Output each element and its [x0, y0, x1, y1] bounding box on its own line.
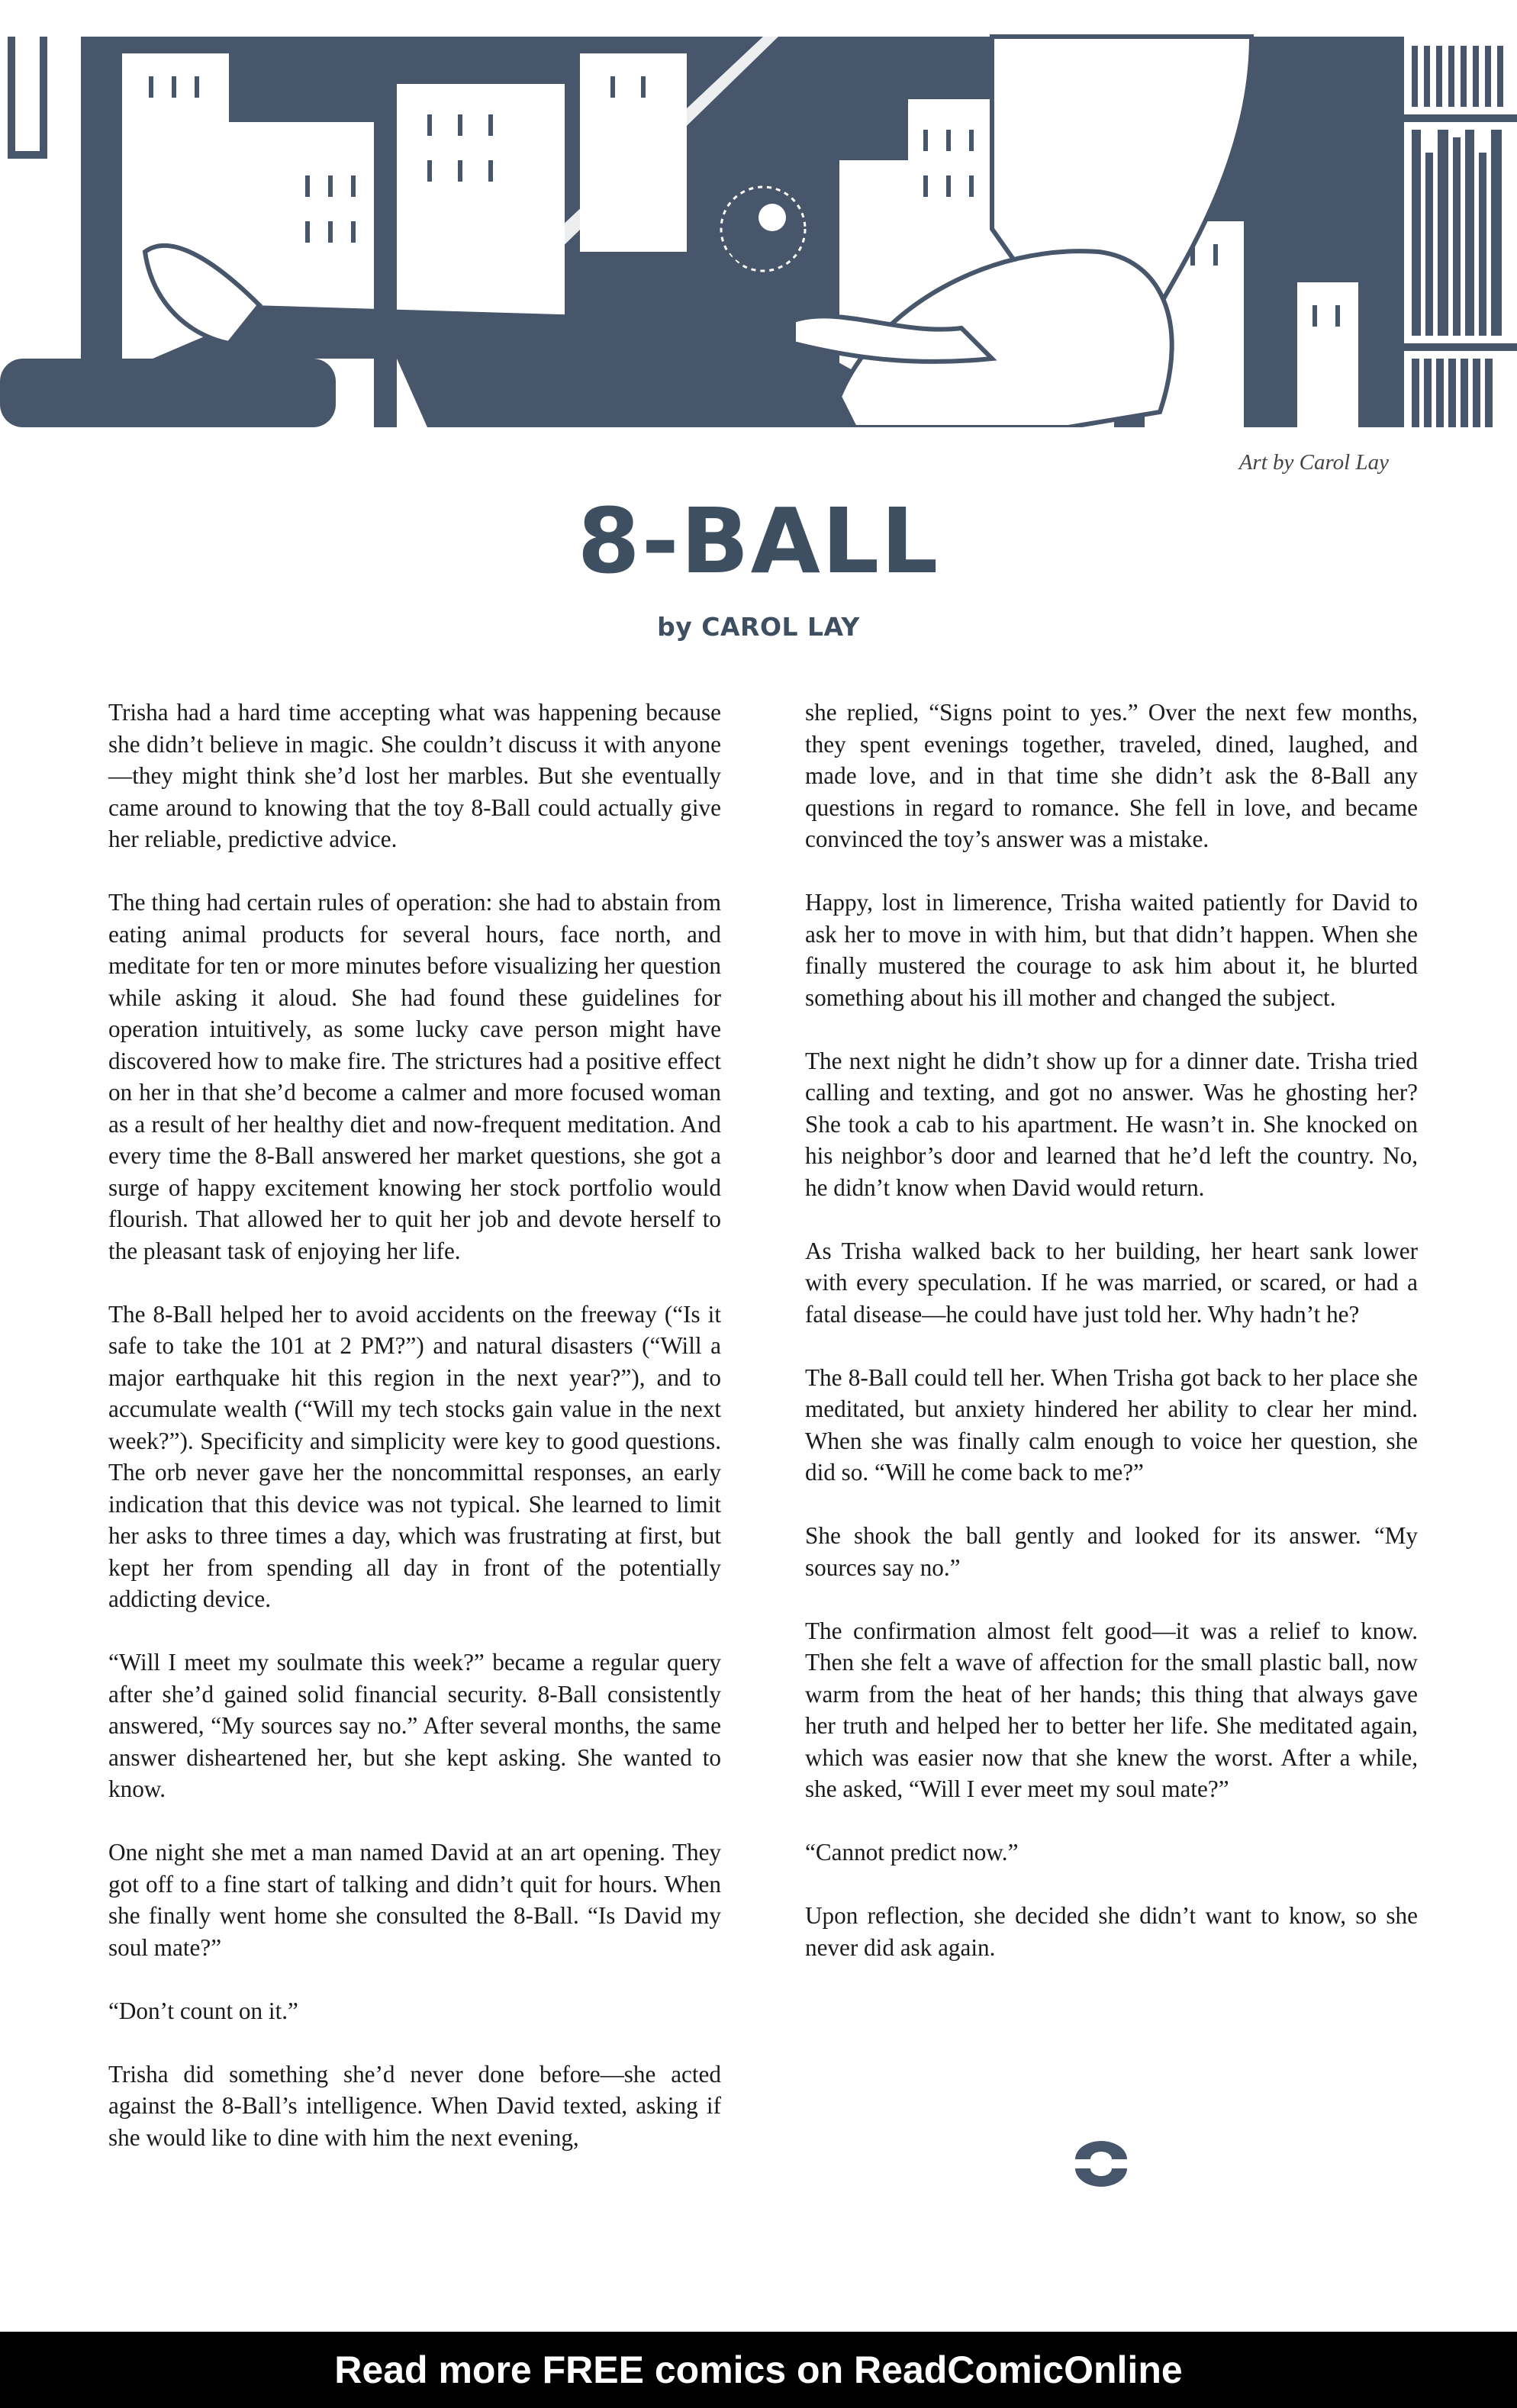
- paragraph: Trisha had a hard time accepting what was happening because she didn’t believe in magic. She couldn’t discuss it with anyone—they might think she’d lost her marbles. But she eventually came around to knowing that the toy 8-Ball could actually give her reliable, predictive advice.: [108, 699, 721, 852]
- story-byline: by CAROL LAY: [657, 612, 860, 642]
- illustration-credit: Art by Carol Lay: [1238, 450, 1389, 475]
- story-column-right: [805, 697, 1418, 1995]
- story-title: 8-BALL: [577, 488, 940, 594]
- paragraph: Upon reflection, she decided she didn’t want to know, so she never did ask again.: [805, 1902, 1418, 1961]
- story-column-left: [108, 697, 721, 2185]
- paragraph: “Will I meet my soulmate this week?” became a regular query after she’d gained solid financial security. 8-Ball consistently answered, “My sources say no.” After several months, the same answer disheartened her, but she kept asking. She wanted to know.: [108, 1649, 721, 1802]
- paragraph: The thing had certain rules of operation: she had to abstain from eating animal products for several hours, face north, and meditate for ten or more minutes before visualizing her question while asking it aloud. She had found these guidelines for operation intuitively, as some lucky cave person might have discovered how to make fire. The strictures had a positive effect on her in that she’d become a calmer and more focused woman as a result of her healthy diet and now-frequent meditation. And every time the 8-Ball answered her market questions, she got a surge of happy excitement knowing her stock portfolio would flourish. That allowed her to quit her job and devote herself to the pleasant task of enjoying her life.: [108, 889, 721, 1264]
- paragraph: The 8-Ball could tell her. When Trisha got back to her place she meditated, but anxiety hindered her ability to clear her mind. When she was finally calm enough to voice her question, she did so. “Will he come back to me?”: [805, 1363, 1418, 1486]
- footer-banner[interactable]: Read more FREE comics on ReadComicOnline: [0, 2332, 1517, 2408]
- paragraph: “Don’t count on it.”: [108, 1997, 298, 2024]
- header-illustration: [0, 0, 1517, 427]
- paragraph: Happy, lost in limerence, Trisha waited patiently for David to ask her to move in with him, but that didn’t happen. When she finally mustered the courage to ask him about it, he blurted something about his ill mother and changed the subject.: [805, 889, 1418, 1011]
- paragraph: One night she met a man named David at an art opening. They got off to a fine start of talking and didn’t quit for hours. When she finally went home she consulted the 8-Ball. “Is David my soul mate?”: [108, 1839, 721, 1961]
- paragraph: “Cannot predict now.”: [805, 1839, 1019, 1866]
- paragraph: The confirmation almost felt good—it was a relief to know. Then she felt a wave of affection for the small plastic ball, now warm from the heat of her hands; this thing that always gave her truth and helped her to better her life. She meditated again, which was easier now that she knew the worst. After a while, she asked, “Will I ever meet my soul mate?”: [805, 1617, 1418, 1802]
- paragraph: The next night he didn’t show up for a dinner date. Trisha tried calling and texting, and got no answer. Was he ghosting her? She took a cab to his apartment. He wasn’t in. She knocked on his neighbor’s door and learned that he’d left the country. No, he didn’t know when David would return.: [805, 1047, 1418, 1201]
- paragraph: she replied, “Signs point to yes.” Over the next few months, they spent evenings together, traveled, dined, laughed, and made love, and in that time she didn’t ask the 8-Ball any questions in regard to romance. She fell in love, and became convinced the toy’s answer was a mistake.: [805, 699, 1418, 852]
- paragraph: As Trisha walked back to her building, her heart sank lower with every speculation. If he was married, or scared, or had a fatal disease—he could have just told her. Why hadn’t he?: [805, 1237, 1418, 1328]
- paragraph: The 8-Ball helped her to avoid accidents on the freeway (“Is it safe to take the 101 at 2 PM?”) and natural disasters (“Will a major earthquake hit this region in the next year?”), and to accumulate wealth (“Will my tech stocks gain value in the next week?”). Specificity and simplicity were key to good questions. The orb never gave her the noncommittal responses, an early indication that this device was not typical. She learned to limit her asks to three times a day, which was frustrating at first, but kept her from spending all day in front of the potentially addicting device.: [108, 1300, 721, 1612]
- paragraph: Trisha did something she’d never done before—she acted against the 8-Ball’s intelligence. When David texted, asking if she would like to dine with him the next evening,: [108, 2060, 721, 2151]
- end-of-story-icon: [1072, 2141, 1130, 2187]
- paragraph: She shook the ball gently and looked for its answer. “My sources say no.”: [805, 1522, 1418, 1581]
